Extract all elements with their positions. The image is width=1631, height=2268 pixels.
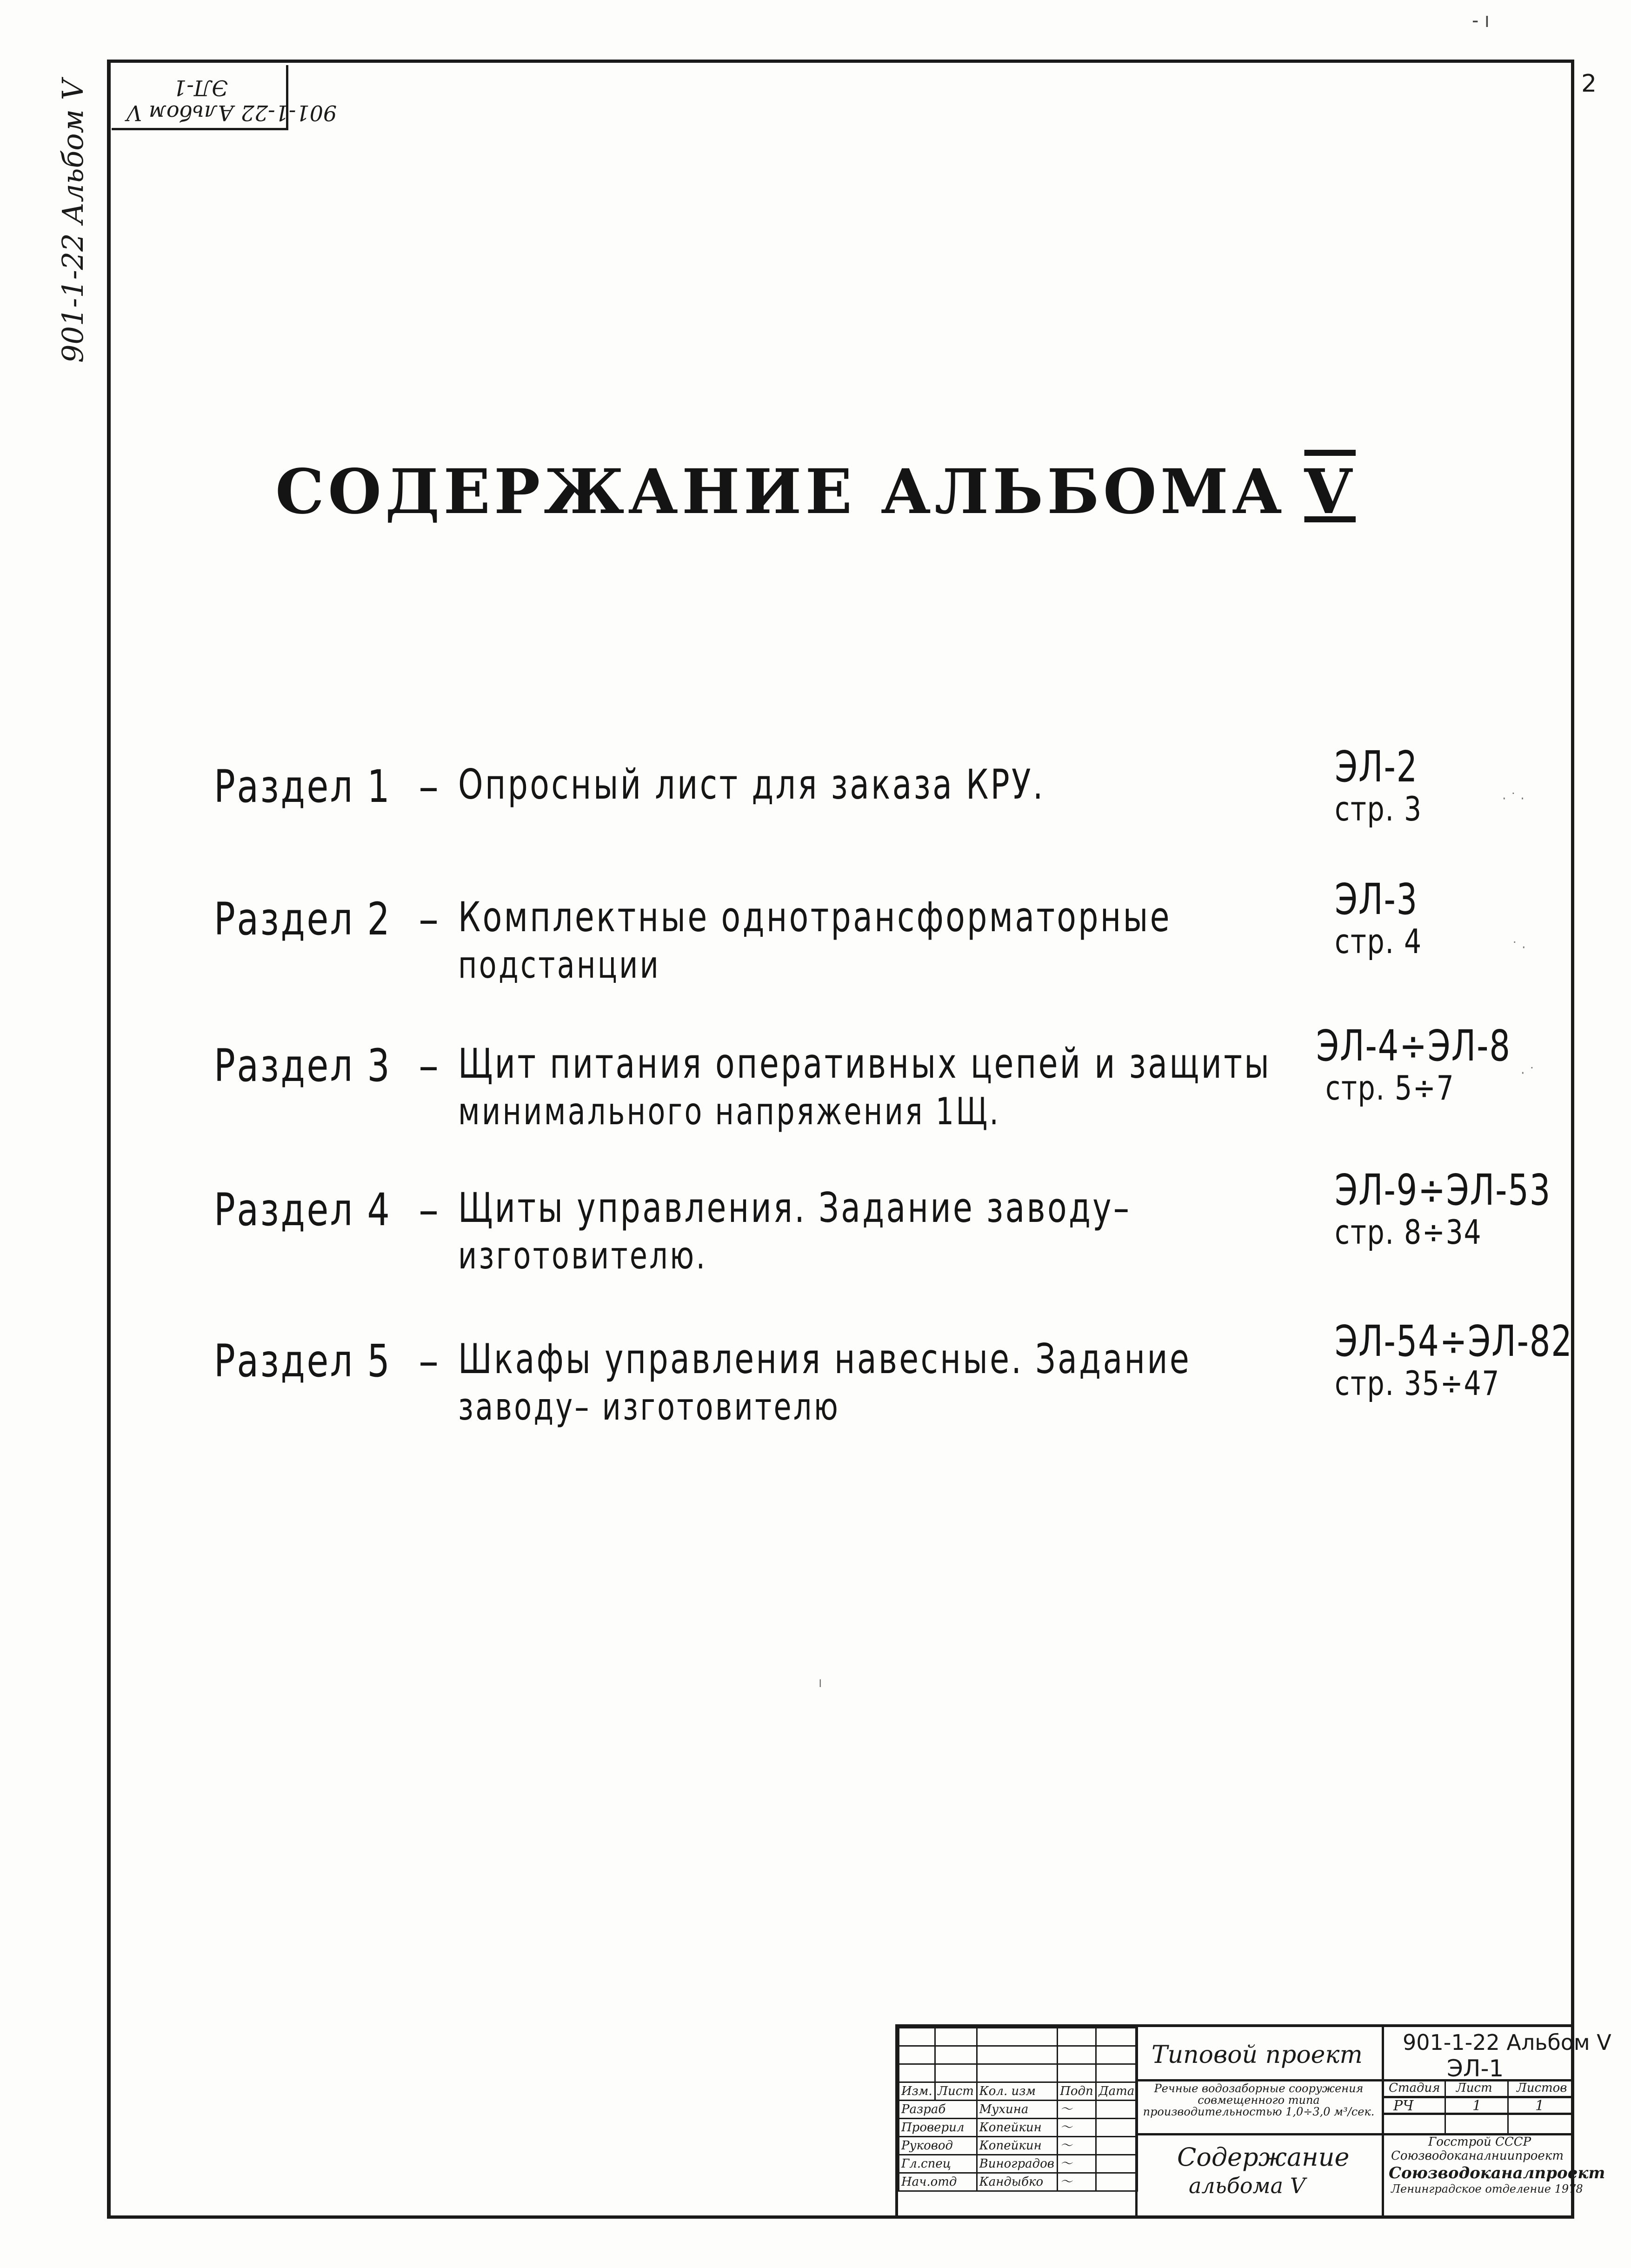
side-vertical-code: 901-1-22 Альбом V xyxy=(56,79,90,363)
stamp-separator xyxy=(1507,2079,1509,2133)
signature-role: Разраб xyxy=(899,2101,977,2119)
section-2 xyxy=(214,874,1572,1014)
section-page-ref: стр. 5÷7 xyxy=(1325,1068,1455,1107)
signature-role: Проверил xyxy=(899,2119,977,2137)
stamp-sheet-title-2: альбома V xyxy=(1189,2173,1305,2198)
section-title-line2: минимального напряжения 1Щ. xyxy=(458,1090,1001,1133)
signature-name: Мухина xyxy=(977,2101,1058,2119)
stamp-separator xyxy=(1382,2027,1384,2216)
signature-role: Гл.спец xyxy=(899,2155,977,2173)
page-title xyxy=(0,456,1631,528)
stamp-separator xyxy=(1135,2027,1138,2216)
signature-name: Кандыбко xyxy=(977,2173,1058,2191)
stamp-org-2: Союзводоканалниипроект xyxy=(1391,2149,1564,2163)
section-dash: – xyxy=(419,893,439,945)
title-block xyxy=(895,2024,1611,2216)
stamp-org-3: Союзводоканалпроект xyxy=(1389,2164,1605,2182)
scan-speckle: ˙ · xyxy=(1511,940,1526,956)
scan-speckle: ı xyxy=(819,1674,822,1691)
section-label: Раздел 2 xyxy=(214,893,392,945)
section-sheet-ref: ЭЛ-2 xyxy=(1335,742,1418,792)
section-1 xyxy=(214,742,1572,881)
section-sheet-ref: ЭЛ-9÷ЭЛ-53 xyxy=(1335,1165,1551,1215)
section-sheet-ref: ЭЛ-4÷ЭЛ-8 xyxy=(1316,1021,1511,1071)
section-title-line1: Комплектные однотрансформаторные xyxy=(458,893,1172,941)
stamp-stage-header: Стадия xyxy=(1389,2081,1440,2095)
section-title-line1: Щит питания оперативных цепей и защиты xyxy=(458,1040,1272,1087)
section-page-ref: стр. 4 xyxy=(1335,922,1422,961)
corner-page-mark: 2 xyxy=(1581,70,1597,98)
section-page-ref: стр. 3 xyxy=(1335,789,1422,828)
signature-mark: ～ xyxy=(1058,2101,1096,2119)
section-sheet-ref: ЭЛ-54÷ЭЛ-82 xyxy=(1335,1316,1573,1366)
stamp-project-code: 901-1-22 Альбом V xyxy=(1403,2030,1611,2055)
signature-role: Руковод xyxy=(899,2137,977,2155)
page-title-text: СОДЕРЖАНИЕ АЛЬБОМА xyxy=(275,456,1286,528)
stamp-sheets-value: 1 xyxy=(1535,2098,1544,2114)
header-podp: Подп xyxy=(1058,2082,1096,2101)
page-title-roman: V xyxy=(1304,456,1356,528)
side-stamp-sheet: ЭЛ-1 xyxy=(173,75,228,100)
signature-mark: ～ xyxy=(1058,2155,1096,2173)
section-title-line2: заводу– изготовителю xyxy=(458,1385,840,1428)
header-izm: Изм. xyxy=(899,2082,935,2101)
section-dash: – xyxy=(419,1335,439,1387)
header-list: Лист xyxy=(935,2082,977,2101)
scan-speckle: · ˙ xyxy=(1521,1065,1535,1081)
section-dash: – xyxy=(419,1040,439,1092)
section-label: Раздел 1 xyxy=(214,760,392,813)
signature-role: Нач.отд xyxy=(899,2173,977,2191)
section-title-line2: изготовителю. xyxy=(458,1234,707,1277)
section-title-line1: Шкафы управления навесные. Задание xyxy=(458,1335,1192,1383)
header-kol-izm: Кол. изм xyxy=(977,2082,1058,2101)
section-title-line1: Щиты управления. Задание заводу– xyxy=(458,1184,1132,1232)
section-label: Раздел 4 xyxy=(214,1184,392,1236)
section-label: Раздел 5 xyxy=(214,1335,392,1387)
stamp-separator xyxy=(1445,2079,1446,2133)
section-sheet-ref: ЭЛ-3 xyxy=(1335,874,1418,924)
stamp-org-4: Ленинградское отделение 1978 xyxy=(1391,2182,1583,2195)
signature-mark: ～ xyxy=(1058,2137,1096,2155)
section-label: Раздел 3 xyxy=(214,1040,392,1092)
side-stamp-code: 901-1-22 Альбом V xyxy=(126,100,337,126)
signature-name: Виноградов xyxy=(977,2155,1058,2173)
section-title-line2: подстанции xyxy=(458,943,661,987)
section-page-ref: стр. 8÷34 xyxy=(1335,1213,1482,1252)
stamp-sheet-header: Лист xyxy=(1456,2081,1492,2095)
section-dash: – xyxy=(419,760,439,813)
signature-mark: ～ xyxy=(1058,2119,1096,2137)
stamp-sheet-code: ЭЛ-1 xyxy=(1447,2055,1504,2082)
signature-mark: ～ xyxy=(1058,2173,1096,2191)
stamp-sheet-value: 1 xyxy=(1472,2098,1482,2114)
stamp-object-name: Речные водозаборные сооружения совмещенного типа производительностью 1,0÷3,0 м³/сек. xyxy=(1143,2082,1375,2119)
section-5 xyxy=(214,1316,1573,1456)
stamp-project-type: Типовой проект xyxy=(1152,2041,1363,2069)
section-page-ref: стр. 35÷47 xyxy=(1335,1364,1500,1403)
section-4 xyxy=(214,1165,1572,1305)
scan-tick-mark: - ı xyxy=(1472,8,1490,32)
signature-name: Копейкин xyxy=(977,2137,1058,2155)
section-title-line1: Опросный лист для заказа КРУ. xyxy=(458,760,1045,808)
signature-name: Копейкин xyxy=(977,2119,1058,2137)
signature-table xyxy=(898,2027,1138,2192)
stamp-stage-value: РЧ xyxy=(1393,2098,1414,2114)
stamp-sheets-header: Листов xyxy=(1517,2081,1567,2095)
scan-speckle: · ˙ · xyxy=(1502,791,1524,807)
stamp-sheet-title-1: Содержание xyxy=(1177,2142,1350,2172)
header-data: Дата xyxy=(1096,2082,1138,2101)
section-3 xyxy=(214,1021,1572,1161)
section-dash: – xyxy=(419,1184,439,1236)
stamp-org-1: Госстрой СССР xyxy=(1428,2135,1531,2149)
